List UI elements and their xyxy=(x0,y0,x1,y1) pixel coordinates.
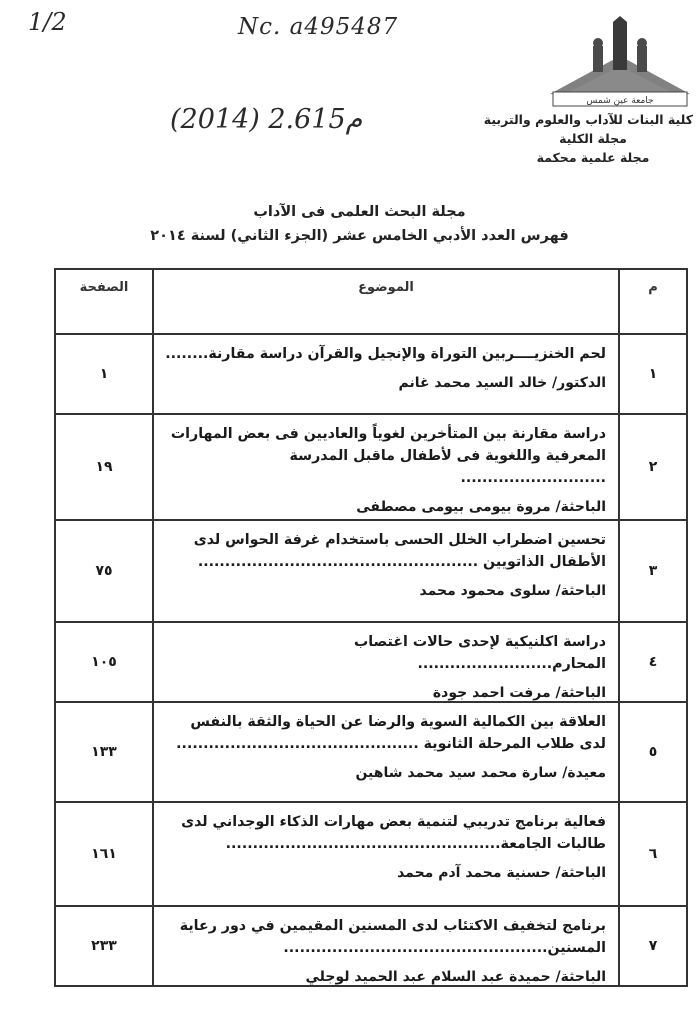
row-num: ٤ xyxy=(619,622,687,702)
handwritten-reference-number: Nc. a495487 xyxy=(238,14,399,40)
row-title: دراسة مقارنة بين المتأخرين لغوياً والعاديين فى بعض المهارات المعرفية واللغوية فى لأطفال ماقبل المدرسة ........................... xyxy=(170,426,606,486)
ain-shams-university-seal-icon xyxy=(545,16,695,108)
header-topic: الموضوع xyxy=(153,269,619,334)
college-header xyxy=(483,110,693,167)
row-topic xyxy=(153,802,619,906)
table-row xyxy=(55,702,687,802)
row-num: ٦ xyxy=(619,802,687,906)
handwritten-classification-code: (2014) 2.615م xyxy=(170,104,363,135)
row-title: لحم الخنزيــــربين التوراة والإنجيل والقرآن دراسة مقارنة........ xyxy=(165,346,606,362)
table-row xyxy=(55,622,687,702)
row-author: الباحثة/ سلوى محمود محمد xyxy=(419,583,606,599)
row-topic xyxy=(153,702,619,802)
row-author: الباحثة/ حميدة عبد السلام عبد الحميد لوجلي xyxy=(305,969,606,985)
row-topic xyxy=(153,414,619,520)
row-author: الباحثة/ مرفت احمد جودة xyxy=(432,685,606,701)
row-page: ١٣٣ xyxy=(55,702,153,802)
handwritten-page-mark: 1/2 xyxy=(28,8,67,36)
row-page: ١٩ xyxy=(55,414,153,520)
row-num: ٣ xyxy=(619,520,687,622)
college-refereed-label: مجلة علمية محكمة xyxy=(536,150,650,165)
table-row xyxy=(55,334,687,414)
table-row xyxy=(55,414,687,520)
row-num: ٥ xyxy=(619,702,687,802)
row-topic xyxy=(153,334,619,414)
row-topic xyxy=(153,906,619,986)
header-page: الصفحة xyxy=(55,269,153,334)
row-author: الباحثة/ مروة بيومى بيومى مصطفى xyxy=(356,499,606,515)
row-page: ٧٥ xyxy=(55,520,153,622)
row-num: ٧ xyxy=(619,906,687,986)
table-of-contents xyxy=(54,268,688,987)
row-num: ١ xyxy=(619,334,687,414)
row-num: ٢ xyxy=(619,414,687,520)
row-title: برنامج لتخفيف الاكتئاب لدى المسنين المقيمين في دور رعاية المسنين................................................. xyxy=(179,918,606,956)
college-name: كلية البنات للآداب والعلوم والتربية xyxy=(483,112,693,127)
row-page: ١٠٥ xyxy=(55,622,153,702)
row-author: الدكتور/ خالد السيد محمد غانم xyxy=(398,375,606,391)
seal-text: جامعة عين شمس xyxy=(586,96,654,106)
row-page: ٢٣٣ xyxy=(55,906,153,986)
row-title: العلاقة بين الكمالية السوية والرضا عن الحياة والثقة بالنفس لدى طلاب المرحلة الثانوية ............................................. xyxy=(176,714,606,752)
row-title: دراسة اكلنيكية لإحدى حالات اغتصاب المحارم......................... xyxy=(353,634,606,672)
index-title: فهرس العدد الأدبي الخامس عشر (الجزء الثاني) لسنة ٢٠١٤ xyxy=(150,228,569,244)
row-topic xyxy=(153,520,619,622)
row-author: الباحثة/ حسنية محمد آدم محمد xyxy=(397,865,606,881)
row-page: ١ xyxy=(55,334,153,414)
row-title: فعالية برنامج تدريبي لتنمية بعض مهارات الذكاء الوجداني لدى طالبات الجامعة................................................... xyxy=(181,814,606,852)
table-row xyxy=(55,520,687,622)
row-topic xyxy=(153,622,619,702)
table-header-row xyxy=(55,269,687,334)
table-row xyxy=(55,802,687,906)
row-author: معيدة/ سارة محمد سيد محمد شاهين xyxy=(355,765,606,781)
college-journal: مجلة الكلية xyxy=(559,131,627,146)
row-page: ١٦١ xyxy=(55,802,153,906)
table-row xyxy=(55,906,687,986)
row-title: تحسين اضطراب الخلل الحسى باستخدام غرفة الحواس لدى الأطفال الذاتويين .................................................... xyxy=(193,532,606,570)
header-num: م xyxy=(619,269,687,334)
journal-title: مجلة البحث العلمى فى الآداب xyxy=(253,204,466,220)
